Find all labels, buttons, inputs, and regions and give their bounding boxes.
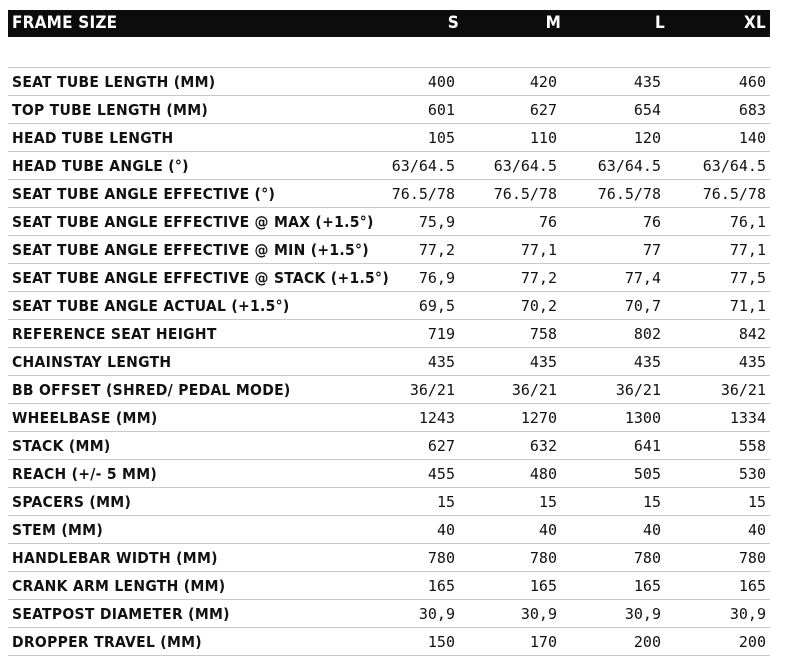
value-size-xl: 780 — [665, 544, 770, 572]
value-size-xl: 140 — [665, 124, 770, 152]
value-size-s: 780 — [354, 544, 459, 572]
value-size-l: 76 — [561, 208, 665, 236]
value-size-s: 455 — [354, 460, 459, 488]
row-label: SEAT TUBE LENGTH (MM) — [8, 68, 354, 96]
size-xl-header: XL — [744, 13, 766, 33]
table-row — [8, 376, 770, 404]
value-size-m: 170 — [459, 628, 561, 656]
geometry-table — [8, 67, 770, 656]
value-size-s: 40 — [354, 516, 459, 544]
value-size-xl: 77,1 — [665, 236, 770, 264]
value-size-s: 601 — [354, 96, 459, 124]
value-size-s: 75,9 — [354, 208, 459, 236]
value-size-m: 632 — [459, 432, 561, 460]
value-size-l: 77 — [561, 236, 665, 264]
value-size-xl: 36/21 — [665, 376, 770, 404]
value-size-m: 165 — [459, 572, 561, 600]
size-l-header: L — [655, 13, 665, 33]
table-row — [8, 460, 770, 488]
table-row — [8, 152, 770, 180]
row-label: CRANK ARM LENGTH (MM) — [8, 572, 354, 600]
value-size-l: 435 — [561, 348, 665, 376]
value-size-m: 758 — [459, 320, 561, 348]
value-size-m: 77,2 — [459, 264, 561, 292]
value-size-xl: 71,1 — [665, 292, 770, 320]
table-row — [8, 68, 770, 96]
table-row — [8, 600, 770, 628]
row-label: STEM (MM) — [8, 516, 354, 544]
row-label: DROPPER TRAVEL (MM) — [8, 628, 354, 656]
value-size-m: 420 — [459, 68, 561, 96]
value-size-xl: 40 — [665, 516, 770, 544]
value-size-m: 40 — [459, 516, 561, 544]
value-size-xl: 15 — [665, 488, 770, 516]
table-row — [8, 488, 770, 516]
row-label: HEAD TUBE LENGTH — [8, 124, 354, 152]
value-size-s: 719 — [354, 320, 459, 348]
table-row — [8, 96, 770, 124]
row-label: TOP TUBE LENGTH (MM) — [8, 96, 354, 124]
value-size-s: 76,9 — [354, 264, 459, 292]
table-row — [8, 432, 770, 460]
value-size-m: 110 — [459, 124, 561, 152]
table-row — [8, 572, 770, 600]
value-size-xl: 530 — [665, 460, 770, 488]
frame-size-header — [8, 10, 770, 37]
value-size-xl: 842 — [665, 320, 770, 348]
value-size-m: 435 — [459, 348, 561, 376]
value-size-xl: 76.5/78 — [665, 180, 770, 208]
row-label: STACK (MM) — [8, 432, 354, 460]
value-size-l: 780 — [561, 544, 665, 572]
value-size-xl: 1334 — [665, 404, 770, 432]
value-size-l: 76.5/78 — [561, 180, 665, 208]
value-size-xl: 683 — [665, 96, 770, 124]
value-size-s: 69,5 — [354, 292, 459, 320]
row-label: SEAT TUBE ANGLE EFFECTIVE @ MIN (+1.5°) — [8, 236, 354, 264]
value-size-m: 76 — [459, 208, 561, 236]
row-label: HEAD TUBE ANGLE (°) — [8, 152, 354, 180]
size-m-header: M — [545, 13, 561, 33]
value-size-s: 627 — [354, 432, 459, 460]
value-size-l: 641 — [561, 432, 665, 460]
table-row — [8, 208, 770, 236]
table-row — [8, 320, 770, 348]
row-label: CHAINSTAY LENGTH — [8, 348, 354, 376]
value-size-m: 627 — [459, 96, 561, 124]
table-row — [8, 236, 770, 264]
value-size-xl: 165 — [665, 572, 770, 600]
row-label: SEAT TUBE ANGLE ACTUAL (+1.5°) — [8, 292, 354, 320]
frame-size-label: FRAME SIZE — [12, 13, 118, 33]
value-size-l: 70,7 — [561, 292, 665, 320]
value-size-s: 15 — [354, 488, 459, 516]
table-row — [8, 180, 770, 208]
value-size-s: 1243 — [354, 404, 459, 432]
row-label: SEAT TUBE ANGLE EFFECTIVE @ MAX (+1.5°) — [8, 208, 354, 236]
value-size-xl: 76,1 — [665, 208, 770, 236]
value-size-l: 63/64.5 — [561, 152, 665, 180]
value-size-l: 15 — [561, 488, 665, 516]
value-size-l: 165 — [561, 572, 665, 600]
value-size-m: 30,9 — [459, 600, 561, 628]
value-size-l: 40 — [561, 516, 665, 544]
table-row — [8, 516, 770, 544]
value-size-xl: 30,9 — [665, 600, 770, 628]
value-size-l: 654 — [561, 96, 665, 124]
value-size-l: 505 — [561, 460, 665, 488]
value-size-xl: 435 — [665, 348, 770, 376]
row-label: WHEELBASE (MM) — [8, 404, 354, 432]
row-label: SEATPOST DIAMETER (MM) — [8, 600, 354, 628]
row-label: SEAT TUBE ANGLE EFFECTIVE (°) — [8, 180, 354, 208]
value-size-s: 150 — [354, 628, 459, 656]
value-size-s: 400 — [354, 68, 459, 96]
value-size-xl: 460 — [665, 68, 770, 96]
value-size-xl: 558 — [665, 432, 770, 460]
value-size-l: 120 — [561, 124, 665, 152]
size-s-header: S — [447, 13, 459, 33]
value-size-s: 77,2 — [354, 236, 459, 264]
table-row — [8, 404, 770, 432]
value-size-l: 36/21 — [561, 376, 665, 404]
value-size-s: 105 — [354, 124, 459, 152]
value-size-m: 780 — [459, 544, 561, 572]
table-row — [8, 292, 770, 320]
value-size-xl: 63/64.5 — [665, 152, 770, 180]
value-size-s: 36/21 — [354, 376, 459, 404]
value-size-m: 1270 — [459, 404, 561, 432]
value-size-l: 30,9 — [561, 600, 665, 628]
row-label: REACH (+/- 5 MM) — [8, 460, 354, 488]
value-size-m: 76.5/78 — [459, 180, 561, 208]
row-label: REFERENCE SEAT HEIGHT — [8, 320, 354, 348]
table-row — [8, 628, 770, 656]
value-size-m: 70,2 — [459, 292, 561, 320]
value-size-xl: 77,5 — [665, 264, 770, 292]
value-size-l: 77,4 — [561, 264, 665, 292]
value-size-l: 1300 — [561, 404, 665, 432]
value-size-l: 200 — [561, 628, 665, 656]
value-size-s: 435 — [354, 348, 459, 376]
table-row — [8, 124, 770, 152]
row-label: SEAT TUBE ANGLE EFFECTIVE @ STACK (+1.5°) — [8, 264, 354, 292]
row-label: SPACERS (MM) — [8, 488, 354, 516]
row-label: BB OFFSET (SHRED/ PEDAL MODE) — [8, 376, 354, 404]
value-size-m: 36/21 — [459, 376, 561, 404]
table-row — [8, 348, 770, 376]
value-size-m: 480 — [459, 460, 561, 488]
value-size-l: 435 — [561, 68, 665, 96]
value-size-s: 63/64.5 — [354, 152, 459, 180]
table-row — [8, 264, 770, 292]
value-size-m: 63/64.5 — [459, 152, 561, 180]
value-size-s: 30,9 — [354, 600, 459, 628]
table-row — [8, 544, 770, 572]
value-size-s: 76.5/78 — [354, 180, 459, 208]
value-size-s: 165 — [354, 572, 459, 600]
row-label: HANDLEBAR WIDTH (MM) — [8, 544, 354, 572]
value-size-m: 15 — [459, 488, 561, 516]
value-size-l: 802 — [561, 320, 665, 348]
value-size-m: 77,1 — [459, 236, 561, 264]
value-size-xl: 200 — [665, 628, 770, 656]
